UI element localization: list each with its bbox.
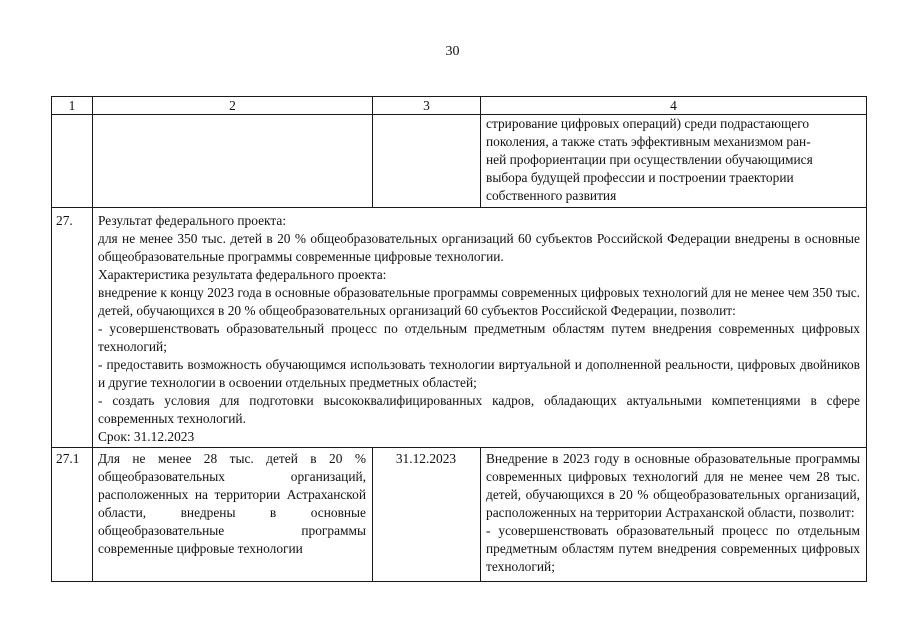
result-heading: Результат федерального проекта: bbox=[98, 213, 287, 228]
continued-line-5: собственного развития bbox=[486, 188, 617, 203]
row-27-1 bbox=[52, 448, 867, 582]
header-col-2: 2 bbox=[93, 97, 373, 115]
header-col-3: 3 bbox=[373, 97, 481, 115]
row-27-content bbox=[93, 208, 867, 448]
continued-line-2: поколения, а также стать эффективным механизмом ран- bbox=[486, 134, 811, 149]
row-27-1-bullet: - усовершенствовать образовательный процесс по отдельным предметным областям путем внедрения современных цифровых технологий; bbox=[486, 523, 860, 574]
page-number: 30 bbox=[445, 44, 460, 59]
continued-line-1: стрирование цифровых операций) среди подрастающего bbox=[486, 116, 810, 131]
continued-line-3: ней профориентации при осуществлении обучающимися bbox=[486, 152, 813, 167]
row-27 bbox=[52, 208, 867, 448]
bullet-3: - создать условия для подготовки высококвалифицированных кадров, обладающих актуальными компетенциями в сфере современных технологий. bbox=[98, 393, 860, 426]
row-27-1-char-text: Внедрение в 2023 году в основные образовательные программы современных цифровых технологий для не менее чем 28 тыс. детей, обучающихся в 20 % общеобразовательных организаций, расположенных на территории Астраханской области, позволит: bbox=[486, 451, 860, 520]
row-27-1-characteristic bbox=[481, 448, 867, 582]
header-col-1: 1 bbox=[52, 97, 93, 115]
header-row bbox=[52, 97, 867, 115]
characteristic-heading: Характеристика результата федерального проекта: bbox=[98, 267, 387, 282]
result-text: для не менее 350 тыс. детей в 20 % общеобразовательных организаций 60 субъектов Российской Федерации внедрены в основные общеобразовательные программы современные цифровые технологии. bbox=[98, 231, 860, 264]
continued-line-4: выбора будущей профессии и построении траектории bbox=[486, 170, 794, 185]
row-27-1-number: 27.1 bbox=[52, 448, 93, 582]
row-27-1-deadline: 31.12.2023 bbox=[373, 448, 481, 582]
continued-col-1 bbox=[52, 115, 93, 208]
deadline: Срок: 31.12.2023 bbox=[98, 429, 195, 444]
bullet-2: - предоставить возможность обучающимся использовать технологии виртуальной и дополненной реальности, цифровых двойников и другие технологии в освоении отдельных предметных областей; bbox=[98, 357, 860, 390]
continued-col-2 bbox=[93, 115, 373, 208]
row-27-1-result: Для не менее 28 тыс. детей в 20 % общеобразовательных организаций, расположенных на территории Астраханской области, внедрены в основные общеобразовательные программы современные цифровые технологии bbox=[93, 448, 373, 582]
continued-row bbox=[52, 115, 867, 208]
bullet-1: - усовершенствовать образовательный процесс по отдельным предметным областям путем внедрения современных цифровых технологий; bbox=[98, 321, 860, 354]
characteristic-text: внедрение к концу 2023 года в основные образовательные программы современных цифровых технологий для не менее чем 350 тыс. детей, обучающихся в 20 % общеобразовательных организаций 60 субъектов Российской Федерации, позволит: bbox=[98, 285, 860, 318]
header-col-4: 4 bbox=[481, 97, 867, 115]
continued-col-3 bbox=[373, 115, 481, 208]
continued-col-4 bbox=[481, 115, 867, 208]
project-table bbox=[51, 96, 867, 582]
row-27-number: 27. bbox=[52, 208, 93, 448]
